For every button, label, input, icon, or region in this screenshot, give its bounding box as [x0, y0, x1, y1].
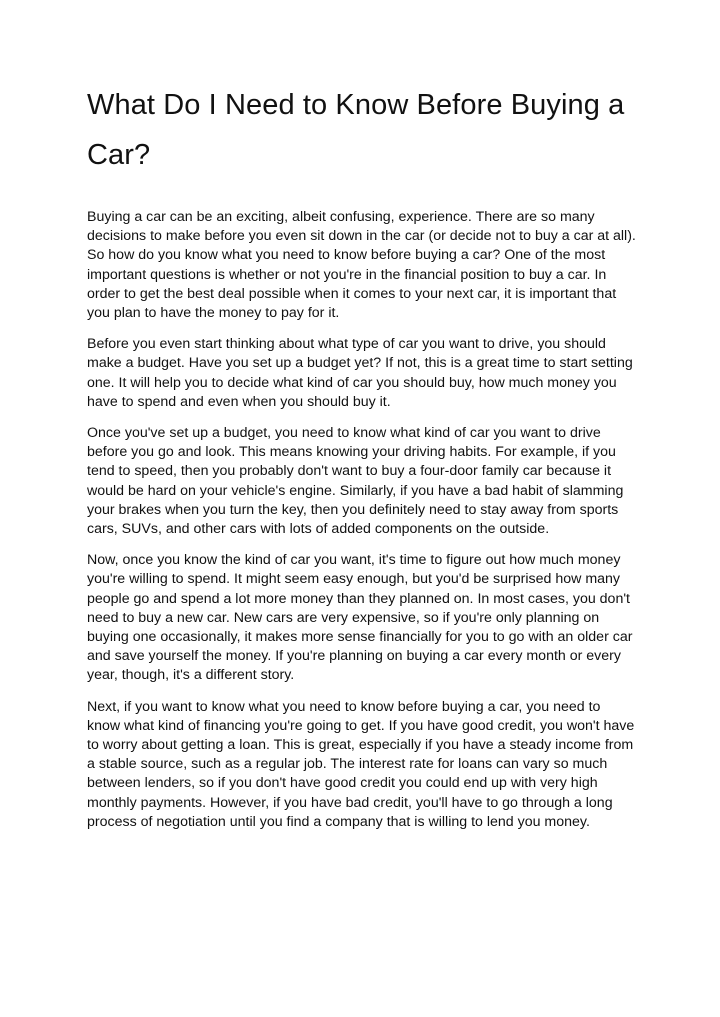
document-title: What Do I Need to Know Before Buying a Car?	[87, 89, 625, 171]
paragraph: Before you even start thinking about what type of car you want to drive, you should make a budget. Have you set up a budget yet? If not, this is a great time to start setting one. It will help you to decide what kind of car you should buy, how much money you have to spend and even when you should buy it.	[87, 336, 633, 410]
paragraph: Next, if you want to know what you need to know before buying a car, you need to know what kind of financing you're going to get. If you have good credit, you won't have to worry about getting a loan. This is great, especially if you have a steady income from a stable source, such as a regular job. The interest rate for loans can vary so much between lenders, so if you don't have good credit you could end up with very high monthly payments. However, if you have bad credit, you'll have to go through a long process of negotiation until you find a company that is willing to lend you money.	[87, 698, 635, 830]
paragraph: Now, once you know the kind of car you want, it's time to figure out how much money you're willing to spend. It might seem easy enough, but you'd be surprised how many people go and spend a lot more money than they planned on. In most cases, you don't need to buy a new car. New cars are very expensive, so if you're only planning on buying one occasionally, it makes more sense financially for you to go with an older car and save yourself the money. If you're planning on buying a car every month or every year, though, it's a different story.	[87, 552, 633, 684]
paragraph: Once you've set up a budget, you need to know what kind of car you want to drive before you go and look. This means knowing your driving habits. For example, if you tend to speed, then you probably don't want to buy a four-door family car because it would be hard on your vehicle's engine. Similarly, if you have a bad habit of slamming your brakes when you turn the key, then you definitely need to stay away from sports cars, SUVs, and other cars with lots of added components on the outside.	[87, 425, 624, 538]
document-body	[87, 208, 637, 832]
document-page	[87, 80, 637, 844]
paragraph: Buying a car can be an exciting, albeit confusing, experience. There are so many decisions to make before you even sit down in the car (or decide not to buy a car at all). So how do you know what you need to know before buying a car? One of the most important questions is whether or not you're in the financial position to buy a car. In order to get the best deal possible when it comes to your next car, it is important that you plan to have the money to pay for it.	[87, 209, 636, 322]
